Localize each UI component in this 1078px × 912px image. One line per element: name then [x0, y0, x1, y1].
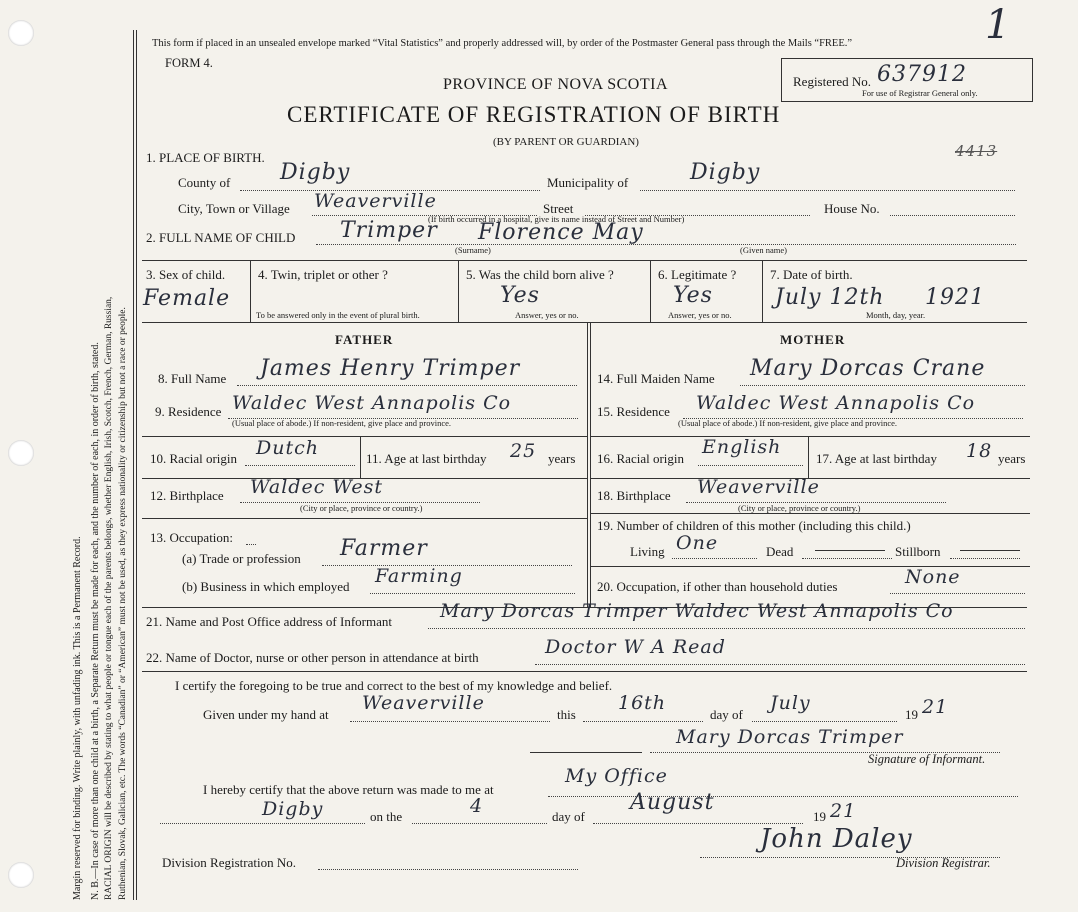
margin-note-4: Ruthenian, Slovak, Galician, etc. The words “Canadian” or “American” must not be used, as they express nationality or citizenship but not a race or people. [118, 307, 128, 900]
father-residence-label: 9. Residence [155, 404, 222, 419]
mother-age-value: 18 [966, 440, 993, 462]
cell-rule [762, 260, 763, 322]
binder-hole [8, 440, 34, 466]
informant-line [428, 628, 1025, 629]
father-racial-label: 10. Racial origin [150, 451, 238, 466]
cell-rule [360, 436, 361, 478]
mother-residence-note: (Usual place of abode.) If non-resident, give place and province. [678, 418, 898, 428]
given-name-value: Florence May [478, 220, 644, 245]
stillborn-line [950, 558, 1020, 559]
row-rule [590, 566, 1030, 567]
father-name-value: James Henry Trimper [260, 356, 521, 381]
given-month-line [752, 721, 897, 722]
father-name-line [237, 385, 577, 386]
registered-label: Registered No. [793, 74, 871, 89]
trade-label: (a) Trade or profession [182, 551, 301, 566]
page-title: CERTIFICATE OF REGISTRATION OF BIRTH [287, 102, 781, 127]
father-name-label: 8. Full Name [158, 371, 227, 386]
mother-name-line [740, 385, 1025, 386]
form-number: FORM 4. [165, 56, 213, 70]
informant-value: Mary Dorcas Trimper Waldec West Annapolis Co [440, 600, 954, 622]
day-of-label: day of [710, 707, 743, 722]
trade-value: Farmer [340, 536, 428, 561]
day-of-label-2: day of [552, 809, 585, 824]
mother-birthplace-note: (City or place, province or country.) [738, 503, 861, 513]
dob-year: 1921 [925, 285, 985, 310]
mother-residence-label: 15. Residence [597, 404, 670, 419]
legit-label: 6. Legitimate ? [658, 267, 737, 282]
row-rule [590, 436, 1030, 437]
father-residence-note: (Usual place of abode.) If non-resident, give place and province. [232, 418, 452, 428]
received-month-value: August [630, 790, 715, 815]
place-of-birth-label: 1. PLACE OF BIRTH. [146, 150, 265, 165]
father-heading: FATHER [335, 332, 394, 347]
margin-rule [136, 30, 137, 900]
dead-label: Dead [766, 544, 794, 559]
dead-line [802, 558, 892, 559]
house-number-line [890, 215, 1015, 216]
margin-rule [133, 30, 134, 900]
cell-rule [250, 260, 251, 322]
year-prefix-2: 19 [813, 809, 826, 824]
mother-birthplace-value: Weaverville [697, 476, 820, 498]
row-rule [142, 322, 1027, 323]
dob-note: Month, day, year. [866, 310, 926, 320]
full-name-label: 2. FULL NAME OF CHILD [146, 230, 296, 245]
this-label: this [557, 707, 576, 722]
street-label: Street [543, 201, 574, 216]
division-number-label: Division Registration No. [162, 855, 296, 870]
division-registrar-caption: Division Registrar. [896, 856, 991, 870]
city-value: Weaverville [314, 190, 437, 212]
dead-dash [815, 550, 885, 551]
informant-signature: Mary Dorcas Trimper [676, 726, 904, 748]
alive-label: 5. Was the child born alive ? [466, 267, 614, 282]
surname-value: Trimper [340, 218, 438, 243]
mother-heading: MOTHER [780, 332, 846, 347]
given-day-value: 16th [618, 692, 667, 714]
margin-note-3: RACIAL ORIGIN will be described by stating to what people or tongue each of the parents belongs, whether English, Irish, Scotch, French, German, Russian, [104, 296, 114, 900]
separator-line [530, 752, 642, 753]
cell-rule [808, 436, 809, 478]
father-age-value: 25 [510, 440, 537, 462]
doctor-line [535, 664, 1025, 665]
parent-divider [587, 322, 588, 607]
father-birthplace-note: (City or place, province or country.) [300, 503, 423, 513]
occupation-label: 13. Occupation: [150, 530, 234, 545]
registered-number: 637912 [877, 62, 967, 87]
full-name-line [316, 244, 1016, 245]
alive-value: Yes [500, 283, 540, 308]
mother-racial-line [698, 465, 803, 466]
mother-occupation-value: None [905, 566, 961, 588]
given-name-caption: (Given name) [740, 245, 787, 255]
given-at-value: Weaverville [362, 692, 485, 714]
subtitle: (BY PARENT OR GUARDIAN) [493, 136, 639, 148]
on-the-label: on the [370, 809, 403, 824]
row-rule [142, 671, 1027, 672]
father-racial-value: Dutch [256, 437, 319, 459]
binder-hole [8, 862, 34, 888]
municipality-value: Digby [690, 160, 761, 185]
sex-value: Female [143, 286, 231, 311]
municipality-label: Municipality of [547, 175, 629, 190]
hospital-note: (If birth occurred in a hospital, give its name instead of Street and Number) [428, 214, 685, 224]
mother-age-label: 17. Age at last birthday [816, 451, 937, 466]
alive-note: Answer, yes or no. [515, 310, 579, 320]
living-value: One [676, 532, 719, 554]
occupation-line [246, 544, 256, 545]
doctor-value: Doctor W A Read [545, 636, 726, 658]
given-year-value: 21 [922, 696, 949, 718]
mother-name-label: 14. Full Maiden Name [597, 371, 715, 386]
given-under-label: Given under my hand at [203, 707, 329, 722]
corner-number: 4413 [955, 142, 998, 160]
given-month-value: July [770, 692, 811, 714]
received-at-value: My Office [565, 765, 668, 787]
business-label: (b) Business in which employed [182, 579, 350, 594]
house-number-label: House No. [824, 201, 880, 216]
stillborn-label: Stillborn [895, 544, 941, 559]
mother-birthplace-label: 18. Birthplace [597, 488, 671, 503]
binder-hole [8, 20, 34, 46]
cell-rule [650, 260, 651, 322]
received-year-value: 21 [830, 800, 857, 822]
legit-note: Answer, yes or no. [668, 310, 732, 320]
legit-value: Yes [673, 283, 713, 308]
mother-residence-value: Waldec West Annapolis Co [696, 392, 976, 414]
dob-label: 7. Date of birth. [770, 267, 853, 282]
twin-note: To be answered only in the event of plural birth. [256, 310, 420, 320]
mother-occupation-line [890, 593, 1025, 594]
county-value: Digby [280, 160, 351, 185]
mother-racial-value: English [702, 436, 782, 458]
received-at-line [548, 796, 1018, 797]
row-rule [142, 518, 587, 519]
children-label: 19. Number of children of this mother (including this child.) [597, 518, 911, 533]
father-racial-line [245, 465, 355, 466]
father-years: years [548, 451, 576, 466]
province: PROVINCE OF NOVA SCOTIA [443, 76, 669, 93]
received-day-line [412, 823, 547, 824]
business-line [370, 593, 575, 594]
informant-label: 21. Name and Post Office address of Informant [146, 614, 392, 629]
given-at-line [350, 721, 550, 722]
mother-occupation-label: 20. Occupation, if other than household duties [597, 579, 838, 594]
margin-note-1: Margin reserved for binding. Write plainly, with unfading ink. This is a Permanent Record. [72, 536, 83, 900]
postal-note: This form if placed in an unsealed envelope marked “Vital Statistics” and properly addressed will, by order of the Postmaster General pass through the Mails “FREE.” [152, 38, 853, 49]
surname-caption: (Surname) [455, 245, 491, 255]
registrar-signature: John Daley [760, 824, 913, 854]
margin-note-2: N. B.—In case of more than one child at a birth, a Separate Return must be made for each, and the number of each, in order of birth, stated. [90, 342, 101, 900]
stillborn-dash [960, 550, 1020, 551]
living-line [672, 558, 757, 559]
business-value: Farming [375, 565, 463, 587]
sex-label: 3. Sex of child. [146, 267, 226, 282]
row-rule [142, 436, 587, 437]
registrar-note: For use of Registrar General only. [862, 88, 978, 98]
mother-name-value: Mary Dorcas Crane [750, 356, 986, 381]
father-birthplace-label: 12. Birthplace [150, 488, 224, 503]
received-day-value: 4 [470, 795, 484, 817]
received-place-value: Digby [262, 798, 324, 820]
father-age-label: 11. Age at last birthday [366, 451, 487, 466]
living-label: Living [630, 544, 665, 559]
given-day-line [583, 721, 703, 722]
father-birthplace-value: Waldec West [250, 476, 383, 498]
row-rule [590, 513, 1030, 514]
top-mark: 1 [985, 2, 1012, 48]
certify-text: I certify the foregoing to be true and correct to the best of my knowledge and belief. [175, 678, 613, 693]
row-rule [142, 260, 1027, 261]
division-number-line [318, 869, 578, 870]
mother-racial-label: 16. Racial origin [597, 451, 685, 466]
parent-divider [590, 322, 591, 607]
received-place-line [160, 823, 365, 824]
year-prefix: 19 [905, 707, 918, 722]
city-label: City, Town or Village [178, 201, 290, 216]
hereby-label: I hereby certify that the above return was made to me at [203, 782, 494, 797]
mother-years: years [998, 451, 1026, 466]
doctor-label: 22. Name of Doctor, nurse or other person in attendance at birth [146, 650, 479, 665]
cell-rule [458, 260, 459, 322]
signature-caption: Signature of Informant. [868, 752, 986, 766]
county-label: County of [178, 175, 231, 190]
father-residence-value: Waldec West Annapolis Co [232, 392, 512, 414]
municipality-line [640, 190, 1015, 191]
twin-label: 4. Twin, triplet or other ? [258, 267, 388, 282]
dob-value: July 12th [775, 285, 885, 310]
